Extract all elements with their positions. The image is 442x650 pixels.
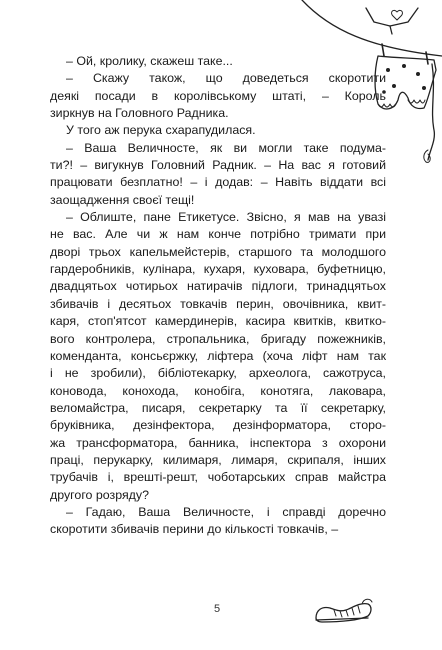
- text-line: У того аж перука схарапудилася.: [66, 123, 256, 138]
- text-line: деякі посади в королівському штаті, – Король: [50, 88, 386, 103]
- page-number: 5: [214, 603, 221, 615]
- text-line: двадцятьох чотирьох натирачів підлоги, тринадцятьох: [50, 279, 386, 294]
- text-line: збивачів і десятьох товкачів перин, овочівника, квит-: [50, 296, 386, 311]
- text-line: каря, стоп'ятсот камердинерів, касира квитків, квитко-: [50, 314, 386, 329]
- text-line: ти?! – вигукнув Головний Радник. – На вас я готовий: [50, 158, 386, 173]
- text-line: – Ой, кролику, скажеш таке...: [66, 54, 233, 68]
- text-line: і не зробили), бібліотекарку, археолога, сажотруса,: [50, 366, 386, 381]
- text-line: – Скажу також, що доведеться скоротити: [66, 71, 386, 86]
- main-text: [50, 53, 386, 539]
- paragraph: [50, 70, 386, 122]
- text-line: коновода, конохода, конобіга, конотяга, лаковара,: [50, 383, 386, 398]
- text-line: – Гадаю, Ваша Величносте, і справді доречно: [66, 504, 386, 519]
- text-line: коменданта, консьєржку, ліфтера (хоча ліфт нам так: [50, 348, 386, 363]
- text-line: жа трансформатора, банника, інспектора з охорони: [50, 435, 386, 450]
- text-line: – Ваша Величносте, як ви могли таке подума-: [66, 140, 386, 155]
- text-line: праці, перукарку, килимаря, лимаря, скрипаля, інших: [50, 452, 386, 467]
- text-line: зиркнув на Головного Радника.: [50, 106, 229, 121]
- paragraph: [50, 209, 386, 504]
- text-line: другого розряду?: [50, 487, 149, 502]
- text-line: не вас. Але чи ж нам конче потрібно тримати при: [50, 227, 386, 242]
- paragraph: [50, 504, 386, 539]
- paragraph: [50, 140, 386, 209]
- text-line: дворі трьох капельмейстерів, старшого та молодшого: [50, 244, 386, 259]
- text-line: скоротити збивачів перини до кількості товкачів, –: [50, 522, 339, 537]
- text-line: гардеробників, кулінара, кухаря, куховара, буфетницю,: [50, 262, 386, 277]
- text-line: вого контролера, стропальника, бригаду пожежників,: [50, 331, 386, 346]
- paragraph: [50, 53, 386, 70]
- paragraph: [50, 122, 386, 139]
- text-line: – Облиште, пане Етикетусе. Звісно, я мав на увазі: [66, 210, 386, 225]
- text-line: трубачів і, врешті-решт, чоботарських справ майстра: [50, 470, 386, 485]
- text-line: працювати безплатно! – і додав: – Навіть віддати всі: [50, 175, 386, 190]
- text-line: веломайстра, писаря, секретарку та її секретарку,: [50, 400, 386, 415]
- text-line: заощадження своєї тещі!: [50, 192, 195, 207]
- shoe-illustration: [312, 596, 374, 626]
- text-line: бруківника, дезінфектора, дезінформатора, сторо-: [50, 418, 386, 433]
